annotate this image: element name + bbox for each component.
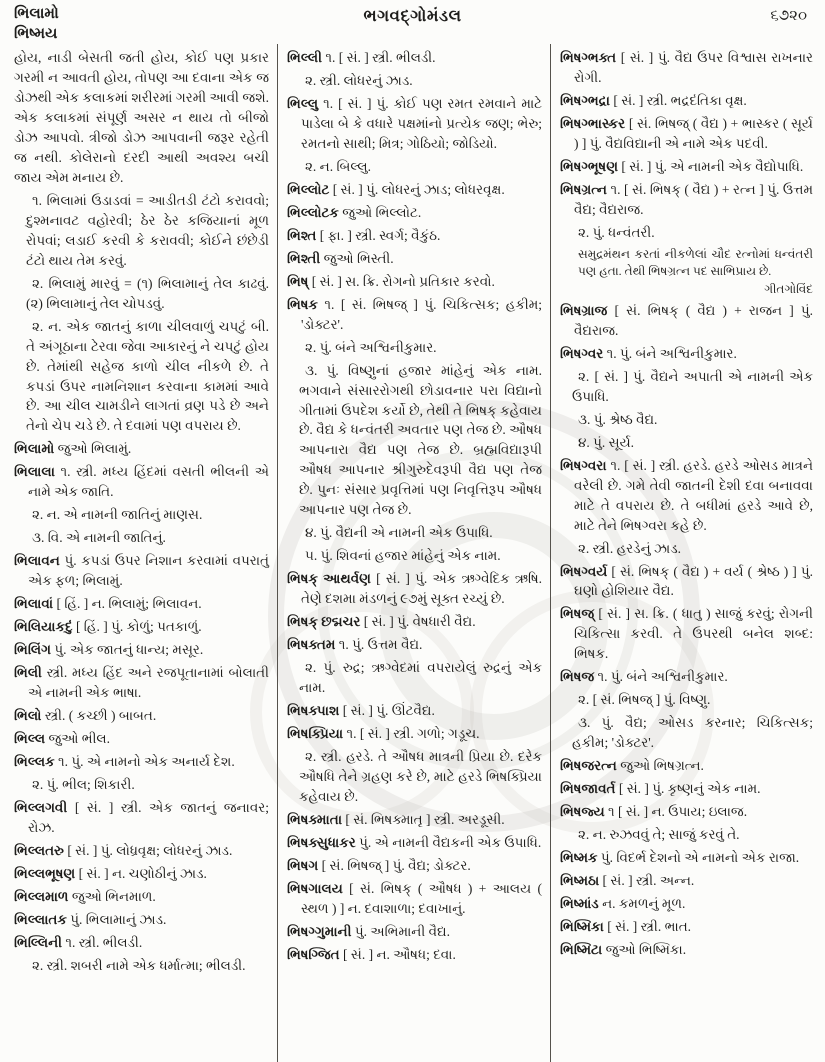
- dictionary-entry: ભિષ્ [ સં. ] સ. ક્રિ. રોગનો પ્રતિકાર કરવો.: [287, 273, 495, 289]
- dictionary-entry: ભિષક્ છદ્મચર [ સં. ] પું. વેષધારી વૈદ્ય.: [287, 614, 476, 630]
- text-columns: [0, 46, 825, 1062]
- headword: ભિલાવન: [14, 553, 65, 569]
- dictionary-entry: ભિલ્લમાળ જુઓ ભિનમાળ.: [14, 888, 156, 904]
- column-3: [550, 46, 825, 1062]
- entry-sense: ૨. ન. એ નામની જાતિનું માણસ.: [32, 507, 203, 523]
- dictionary-entry: ભિલી સ્ત્રી. મધ્ય હિંદ અને રજપૂતાનામાં બોલાતી એ નામની એક ભાષા.: [14, 665, 269, 701]
- entry-sense: ૨. ન. બિલ્લુ.: [305, 158, 371, 174]
- dictionary-entry: ભિષગ્વરા ૧. [ સં. ] સ્ત્રી. હરડે. હરડે ઓસડ માત્રને વરેલી છે. ગમે તેવી જાતની દેશી દવા બનાવવા માટે તે વપરાય છે. તે બધીમાં હરડે આવે છે, માટે તેને ભિષગ્વરા કહે છે.: [560, 457, 813, 533]
- dictionary-entry: ભિષ્મિકા [ સં. ] સ્ત્રી. ભાત.: [560, 919, 692, 935]
- dictionary-entry: ભિષગ [ સં. ભિષજ્ ] પું. વૈદ્ય; ડોક્ટર.: [287, 857, 471, 873]
- dictionary-entry: ભિષજ્ય ૧ [ સં. ] ન. ઉપાય; ઇલાજ.: [560, 804, 748, 820]
- dictionary-entry: ભિષગ્ભક્ત [ સં. ] પું. વૈદ્ય ઉપર વિશ્વાસ રાખનાર રોગી.: [560, 50, 813, 85]
- headword: ભિષજરત્ન: [560, 758, 621, 774]
- dictionary-entry: ભિલાવન પું. કપડાં ઉપર નિશાન કરવામાં વપરાતું એક ફળ; ભિલામું.: [14, 553, 269, 589]
- headword: ભિષક્ આથર્વણ: [287, 571, 377, 587]
- headword: ભિલ્લિની: [14, 934, 66, 950]
- page-header: [0, 0, 825, 46]
- column-2: [277, 46, 550, 1062]
- headword: ભિષક્પાશ: [287, 703, 343, 719]
- dictionary-entry: ભિલિયાકદું [ હિં. ] પું. કોળું; પતકાળું.: [14, 619, 202, 635]
- headword: ભિલ્લમાળ: [14, 888, 72, 904]
- dictionary-entry: ભિલાલા ૧. સ્ત્રી. મધ્ય હિંદમાં વસતી ભીલની એ નામે એક જાતિ.: [14, 464, 269, 500]
- dictionary-entry: ભિલિંગ પું. એક જાતનું ધાન્ય; મસૂર.: [14, 642, 204, 658]
- dictionary-entry: ભિષ્મઠા [ સં. ] સ્ત્રી. અન્ન.: [560, 873, 695, 889]
- dictionary-entry: ભિષજરત્ન જુઓ ભિષગ્રત્ન.: [560, 758, 704, 774]
- dictionary-entry: ભિષગ્ભાસ્કર [ સં. ભિષજ્ ( વૈદ્ય ) + ભાસ્કર ( સૂર્ય ) ] પું. વૈદ્યવિદ્યાની એ નામે એક પદવી.: [560, 115, 813, 151]
- dictionary-entry: ભિલ્લોટક જુઓ ભિલ્લોટ.: [287, 204, 422, 220]
- dictionary-entry: ભિલ્લગવી [ સં. ] સ્ત્રી. એક જાતનું જનાવર; રોઝ.: [14, 799, 269, 835]
- dictionary-entry: ભિલ્લોટ [ સં. ] પું. લોધરનું ઝાડ; લોધરવૃક્ષ.: [287, 181, 505, 197]
- dictionary-entry: ભિષગ્ભૂષણ [ સં. ] પું. એ નામની એક વૈદ્યોપાધિ.: [560, 158, 804, 174]
- headword: ભિષગ્વરા: [560, 457, 611, 473]
- headword: ભિષ્મિટા: [560, 941, 606, 957]
- headword: ભિષજાવર્ત: [560, 781, 619, 797]
- dictionary-entry: ભિષક્સુધાકર પું. એ નામની વૈદ્યકની એક ઉપાધિ.: [287, 834, 542, 850]
- headword: ભિલ્લોટક: [287, 204, 343, 220]
- headword: ભિષગ્ભૂષણ: [560, 158, 622, 174]
- entry-sense: ૨. [ સં. ] પું. વૈદ્યને અપાતી એ નામની એક ઉપાધિ.: [572, 368, 813, 404]
- headword: ભિલો: [14, 708, 45, 724]
- dictionary-entry: ભિષજાવર્ત [ સં. ] પું. કૃષ્ણનું એક નામ.: [560, 781, 761, 797]
- entry-sense: ૨. પું. ભીલ; શિકારી.: [32, 776, 135, 792]
- dictionary-entry: ભિશ્તી જુઓ ભિસ્તી.: [287, 250, 394, 266]
- citation: ગીતગોવિંદ: [764, 281, 813, 296]
- entry-sense: ૨. સ્ત્રી. શબરી નામે એક ધર્માત્મા; ભીલડી.: [32, 957, 246, 973]
- headword: ભિલાવાં: [14, 596, 57, 612]
- dictionary-entry: ભિષજ્ [ સં. ] સ. ક્રિ. ( ધાતુ ) સાજું કરવું; રોગની ચિકિત્સા કરવી. તે ઉપરથી બનેલ શબ્દ: ભિષક.: [560, 606, 813, 662]
- headword: ભિષજ્: [560, 606, 599, 622]
- dictionary-entry: ભિશ્ત [ ફા. ] સ્ત્રી. સ્વર્ગ; વૈકુંઠ.: [287, 227, 441, 243]
- entry-sense: ૩. પું. શ્રેષ્ઠ વૈદ્ય.: [578, 411, 658, 427]
- headword: ભિષગ્ભાસ્કર: [560, 115, 629, 131]
- headword: ભિષક્ છદ્મચર: [287, 614, 364, 630]
- headword: ભિષક્પ્રિયા: [287, 726, 347, 742]
- guide-word-last: ભિષ્મય: [14, 26, 58, 43]
- entry-sense: ૨. પું. ધન્વંતરી.: [578, 224, 655, 240]
- dictionary-entry: ભિષક્તમ ૧. પું. ઉત્તમ વૈદ્ય.: [287, 637, 423, 653]
- headword: ભિષ્માંડ: [560, 896, 603, 912]
- dictionary-entry: ભિલ્લતરુ [ સં. ] પું. લોધ્રવૃક્ષ; લોધરનું ઝાડ.: [14, 842, 233, 858]
- headword: ભિષજ: [560, 669, 598, 685]
- dictionary-entry: ભિષજ ૧. પું. બંને અશ્વિનીકુમાર.: [560, 669, 728, 685]
- headword: ભિષગ્જિત: [287, 946, 344, 962]
- dictionary-entry: ભિષક્માતા [ સં. ભિષક્માતૃ ] સ્ત્રી. અરડૂસી.: [287, 811, 505, 827]
- dictionary-entry: ભિલ્લી ૧. [ સં. ] સ્ત્રી. ભીલડી.: [287, 50, 436, 65]
- dictionary-entry: ભિલ્લ જુઓ ભીલ.: [14, 731, 111, 746]
- dictionary-entry: ભિષક્પ્રિયા ૧. [ સં. ] સ્ત્રી. ગળો; ગડૂચ.: [287, 726, 480, 742]
- headword: ભિષગ્ભદ્રા: [560, 92, 614, 108]
- dictionary-entry: ભિલ્લિની ૧. સ્ત્રી. ભીલડી.: [14, 934, 143, 950]
- dictionary-entry: ભિષક્ આથર્વણ [ સં. ] પું. એક ઋગ્વેદિક ઋષિ. તેણે દશમા મંડળનું ૯૭મું સૂક્ત રચ્યું છે.: [287, 571, 543, 607]
- entry-cont: હોય, નાડી બેસતી જતી હોય, કોઈ પણ પ્રકાર ગરમી ન આવતી હોય, તોપણ આ દવાના એક જ ડોઝથી એક કલાકમાં શરીરમાં ગરમી આવી જશે. એક કલાકમાં સંપૂર્ણ અસર ન થાય તો બીજો ડોઝ આપવો. ત્રીજો ડોઝ આપવાની જરૂર રહેતી જ નથી. કોલેરાનો દરદી આથી અવશ્ય બચી જાય એમ મનાય છે.: [14, 50, 269, 185]
- headword: ભિલ્લુ: [287, 95, 324, 111]
- headword: ભિલાલા: [14, 464, 61, 480]
- dictionary-entry: ભિષગ્જિત [ સં. ] ન. ઔષધ; દવા.: [287, 946, 456, 962]
- headword: ભિષક્તમ: [287, 637, 339, 653]
- entry-sense: ૫. પું. શિવનાં હજાર માંહેનું એક નામ.: [305, 548, 501, 564]
- headword: ભિષ્: [287, 273, 312, 289]
- dictionary-entry: ભિષગ્વર્ય [ સં. ભિષક્ ( વૈદ્ય ) + વર્ય ( શ્રેષ્ઠ ) ] પું. ઘણો હોશિયાર વૈદ્ય.: [560, 563, 813, 599]
- entry-sense: ૨. ન. એક જાતનું કાળા ચીલવાળું ચપટું બી. તે અંગૂઠાના ટેરવા જેવા આકારનું ને ચપટું હોય છે. તેમાંથી સહેજ કાળો ચીલ નીકળે છે. તે કપડાં ઉપર નામનિશાન કરવાના કામમાં આવે છે. આ ચીલ ચામડીને લાગતાં વ્રણ પડે છે અને તેનો ચેપ ચડે છે. તે દવામાં પણ વપરાય છે.: [26, 318, 269, 434]
- column-1: [0, 46, 277, 1062]
- headword: ભિલ્લક: [14, 753, 58, 769]
- headword: ભિષગ્વર્ય: [560, 563, 612, 579]
- dictionary-entry: ભિલ્લાતક પું. ભિલામાનું ઝાડ.: [14, 911, 167, 927]
- entry-sense: ૨. પું. બંને અશ્વિનીકુમાર.: [305, 339, 437, 355]
- headword: ભિષગાલય: [287, 880, 350, 896]
- dictionary-entry: ભિલામો જુઓ ભિલામું.: [14, 441, 132, 457]
- dictionary-entry: ભિષ્મિટા જુઓ ભિષ્મિકા.: [560, 941, 687, 957]
- dictionary-entry: ભિષગ્ગુમાની પું. અભિમાની વૈદ્ય.: [287, 923, 450, 939]
- dictionary-entry: ભિલ્લુ ૧. [ સં. ] પું. કોઈ પણ રમત રમવાને માટે પાડેલા બે કે વધારે પક્ષમાંનો પ્રત્યેક જણ; ભેરુ; રમતનો સાથી; મિત્ર; ગોઠિયો; જોડિયો.: [287, 95, 543, 151]
- dictionary-entry: ભિષ્મક પું. વિદર્ભ દેશનો એ નામનો એક રાજા.: [560, 850, 800, 866]
- dictionary-entry: ભિલો સ્ત્રી. ( કચ્છી ) બાબત.: [14, 708, 157, 724]
- headword: ભિલ્લગવી: [14, 799, 75, 815]
- entry-sense: ૨. સ્ત્રી. લોધરનું ઝાડ.: [305, 72, 413, 88]
- headword: ભિષક્સુધાકર: [287, 834, 360, 850]
- dictionary-entry: ભિલાવાં [ હિં. ] ન. ભિલામું; ભિલાવન.: [14, 596, 202, 612]
- headword: ભિષક્માતા: [287, 811, 346, 827]
- entry-sense: ૨. સ્ત્રી. હરડે. તે ઔષધ માત્રની પ્રિયા છે. દરેક ઔષધિ તેને ગ્રહણ કરે છે, માટે હરડે ભિષક્પ્રિયા કહેવાય છે.: [299, 749, 542, 804]
- entry-sense: ૪. પું. વૈદ્યની એ નામની એક ઉપાધિ.: [305, 525, 493, 541]
- entry-sense: ૨. ન. રુઝવવું તે; સાજું કરવું તે.: [578, 827, 740, 843]
- dictionary-entry: ભિલ્લભૂષણ [ સં. ] ન. ચણોઠીનું ઝાડ.: [14, 865, 207, 881]
- headword: ભિષગ્રાજ: [560, 302, 615, 318]
- entry-note: સમુદ્રમંથન કરતાં નીકળેલાં ચૌદ રત્નોમાં ધન્વંતરી પણ હતા. તેથી ભિષગ્રત્ન પદ સાભિપ્રાય છે. ગીતગોવિંદ: [560, 246, 813, 298]
- entry-sense: ૨. પું. રુદ્ર; ઋગ્વેદમાં વપરાયેલું રુદ્રનું એક નામ.: [299, 660, 542, 696]
- headword: ભિલ્લોટ: [287, 181, 333, 197]
- entry-sense: ૨. ભિલામું મારવું = (૧) ભિલામાનું તેલ કાઢવું. (૨) ભિલામાનું તેલ ચોપડવું.: [26, 275, 269, 311]
- headword: ભિલ્લતરુ: [14, 842, 68, 858]
- headword: ભિશ્તી: [287, 250, 324, 266]
- book-title: ભગવદ્ગોમંડલ: [363, 6, 462, 25]
- headword: ભિલી: [14, 665, 47, 681]
- headword: ભિષ્મઠા: [560, 873, 603, 889]
- entry-sense: ૨. [ સં. ભિષજ્ ] પું. વિષ્ણુ.: [578, 692, 711, 708]
- dictionary-entry: ભિષગ્રત્ન ૧. [ સં. ભિષક્ ( વૈદ્ય ) + રત્ન ] પું. ઉત્તમ વૈદ્ય; વૈદ્યરાજ.: [560, 181, 813, 217]
- dictionary-entry: ભિષગ્ભદ્રા [ સં. ] સ્ત્રી. ભદ્રદંતિકા વૃક્ષ.: [560, 92, 747, 108]
- dictionary-entry: ભિલ્લક ૧. પું. એ નામનો એક અનાર્ય દેશ.: [14, 753, 235, 769]
- headword: ભિષજ્ય: [560, 804, 609, 820]
- headword: ભિલિંગ: [14, 642, 55, 658]
- entry-sense: ૩. પું. વિષ્ણુનાં હજાર માંહેનું એક નામ. ભગવાને સંસારરોગથી છોડાવનાર પરા વિદ્યાનો ગીતામાં ઉપદેશ કર્યો છે, તેથી તે ભિષક્ કહેવાય છે. વૈદ્ય કે ધન્વંતરી અવતાર પણ તેજ છે. ઔષધ આપનારા વૈદ્ય પણ તેજ છે. બ્રહ્મવિદ્યારૂપી ઔષધ આપનાર શ્રીગુરુદેવરૂપી વૈદ્ય પણ તેજ છે. પુનઃ સંસાર પ્રવૃત્તિમાં પણ નિવૃત્તિરૂપ ઔષધ આપનાર પણ તેજ છે.: [299, 362, 542, 518]
- headword: ભિષગ્વર: [560, 345, 607, 361]
- dictionary-entry: ભિષગ્રાજ [ સં. ભિષક્ ( વૈદ્ય ) + રાજન ] પું. વૈદ્યરાજ.: [560, 302, 813, 338]
- entry-sense: ૪. પું. સૂર્ય.: [578, 434, 634, 450]
- entry-sense: ૩. પું. વૈદ્ય; ઓસડ કરનાર; ચિકિત્સક; હકીમ; 'ડોક્ટર'.: [572, 715, 813, 751]
- headword: ભિલ્લભૂષણ: [14, 865, 79, 881]
- headword: ભિલામો: [14, 441, 58, 457]
- headword: ભિલ્લાતક: [14, 911, 71, 927]
- headword: ભિલિયાકદું: [14, 619, 76, 635]
- headword: ભિલ્લી: [287, 50, 326, 65]
- headword: ભિશ્ત: [287, 227, 320, 243]
- headword: ભિષ્મક: [560, 850, 601, 866]
- headword: ભિષક: [287, 296, 325, 312]
- headword: ભિષ્મિકા: [560, 919, 608, 935]
- headword: ભિષગ્ભક્ત: [560, 50, 621, 65]
- headword: ભિલ્લ: [14, 731, 49, 746]
- entry-sense: ૨. સ્ત્રી. હરડેનું ઝાડ.: [578, 540, 681, 556]
- dictionary-entry: ભિષક્પાશ [ સં. ] પું. ઊંટવૈદ્ય.: [287, 703, 435, 719]
- headword: ભિષગ્ગુમાની: [287, 923, 355, 939]
- dictionary-entry: ભિષક ૧. [ સં. ભિષજ્ ] પું. ચિકિત્સક; હકીમ; 'ડોક્ટર'.: [287, 296, 542, 332]
- dictionary-entry: ભિષગ્વર ૧. પું. બંને અશ્વિનીકુમાર.: [560, 345, 737, 361]
- entry-sense: ૧. ભિલામાં ઉડાડવાં = આડીતડી ટંટો કરાવવો; દુશ્મનાવટ વહોરવી; ઠેર ઠેર કજિયાનાં મૂળ રોપવાં; લડાઈ કરવી કે કરાવવી; કોઈને છંછેડી ટંટો થાય તેમ કરવું.: [26, 192, 269, 268]
- headword: ભિષગ્રત્ન: [560, 181, 611, 197]
- headword: ભિષગ: [287, 857, 322, 873]
- guide-word-first: ભિલામો: [14, 6, 59, 22]
- dictionary-entry: ભિષગાલય [ સં. ભિષક્ ( ઔષધ ) + આલય ( સ્થળ ) ] ન. દવાશાળા; દવાખાનું.: [287, 880, 542, 916]
- dictionary-entry: ભિષ્માંડ ન. કમળનું મૂળ.: [560, 896, 686, 912]
- page-number: ૬૭૨૦: [770, 8, 807, 24]
- entry-sense: ૩. વિ. એ નામની જાતિનું.: [32, 530, 166, 546]
